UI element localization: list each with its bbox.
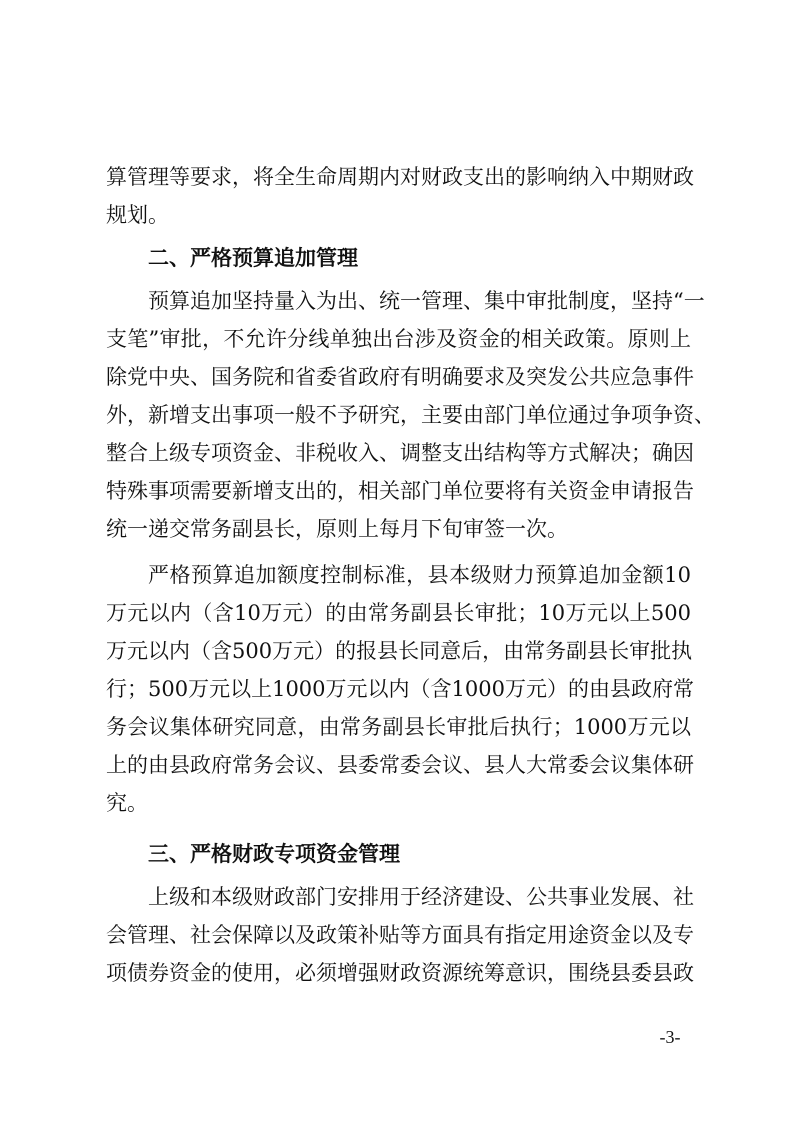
body-text-line: 支笔”审批，不允许分线单独出台涉及资金的相关政策。原则上 [106,327,691,351]
body-text-line: 整合上级专项资金、非税收入、调整支出结构等方式解决；确因 [106,441,694,465]
body-text-line: 外，新增支出事项一般不予研究，主要由部门单位通过争项争资、 [106,403,715,427]
body-text-line: 严格预算追加额度控制标准，县本级财力预算追加金额10 [148,563,691,587]
body-text-line: 究。 [106,791,148,815]
body-text-line: 统一递交常务副县长，原则上每月下旬审签一次。 [106,517,568,541]
section-heading: 二、严格预算追加管理 [148,246,358,270]
body-text-line: 会管理、社会保障以及政策补贴等方面具有指定用途资金以及专 [106,923,694,947]
body-text-line: 项债券资金的使用，必须增强财政资源统筹意识，围绕县委县政 [106,961,694,985]
body-text-line: 除党中央、国务院和省委省政府有明确要求及突发公共应急事件 [106,365,694,389]
body-text-line: 上级和本级财政部门安排用于经济建设、公共事业发展、社 [148,885,694,909]
body-text-line: 算管理等要求，将全生命周期内对财政支出的影响纳入中期财政 [106,165,694,189]
body-text-line: 特殊事项需要新增支出的，相关部门单位要将有关资金申请报告 [106,479,694,503]
section-heading: 三、严格财政专项资金管理 [148,842,400,866]
body-text-line: 万元以内（含500万元）的报县长同意后，由常务副县长审批执 [106,639,693,663]
body-text-line: 万元以内（含10万元）的由常务副县长审批；10万元以上500 [106,601,691,625]
body-text-line: 行；500万元以上1000万元以内（含1000万元）的由县政府常 [106,677,694,701]
body-text-line: 预算追加坚持量入为出、统一管理、集中审批制度，坚持“一 [148,289,705,313]
page-number: -3- [659,1027,681,1047]
body-text-line: 规划。 [106,203,169,227]
body-text-line: 上的由县政府常务会议、县委常委会议、县人大常委会议集体研 [106,753,694,777]
body-text-line: 务会议集体研究同意，由常务副县长审批后执行；1000万元以 [106,715,691,739]
